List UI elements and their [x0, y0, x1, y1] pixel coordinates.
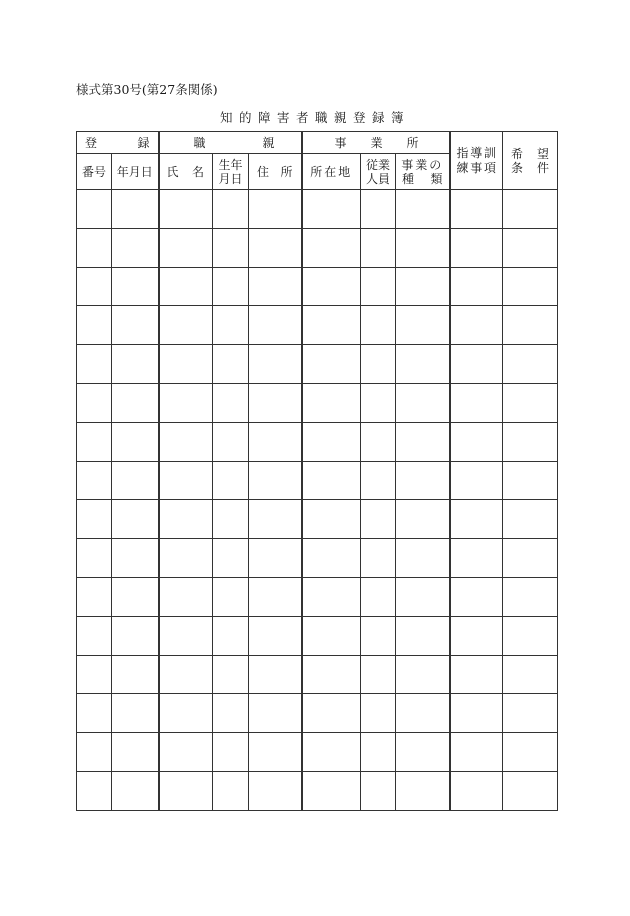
name-char-2: 名	[191, 165, 204, 179]
table-cell	[213, 306, 249, 345]
name-char-1: 氏	[166, 165, 179, 179]
table-cell	[450, 655, 503, 694]
table-cell	[112, 694, 159, 733]
table-cell	[396, 733, 450, 772]
wishes-char-2: 望	[537, 146, 550, 161]
table-cell	[213, 461, 249, 500]
guidance-label: 指導訓練事項	[456, 145, 497, 175]
table-cell	[503, 422, 558, 461]
location-label: 所在地	[310, 165, 353, 179]
table-cell	[77, 655, 112, 694]
table-cell	[112, 345, 159, 384]
table-cell	[112, 539, 159, 578]
table-cell	[302, 383, 361, 422]
employees-header	[361, 154, 396, 190]
table-cell	[249, 616, 302, 655]
table-cell	[361, 345, 396, 384]
table-cell	[159, 228, 213, 267]
address-header	[249, 154, 302, 190]
table-cell	[503, 577, 558, 616]
table-cell	[302, 345, 361, 384]
table-cell	[213, 577, 249, 616]
table-row	[77, 461, 558, 500]
table-cell	[450, 616, 503, 655]
table-cell	[213, 228, 249, 267]
table-cell	[302, 694, 361, 733]
table-row	[77, 500, 558, 539]
table-cell	[249, 577, 302, 616]
table-cell	[249, 771, 302, 810]
table-cell	[450, 771, 503, 810]
table-cell	[396, 500, 450, 539]
table-cell	[361, 733, 396, 772]
table-row	[77, 345, 558, 384]
table-cell	[213, 345, 249, 384]
table-cell	[159, 422, 213, 461]
table-cell	[77, 267, 112, 306]
table-cell	[503, 539, 558, 578]
table-cell	[450, 694, 503, 733]
table-cell	[302, 228, 361, 267]
table-cell	[159, 577, 213, 616]
table-cell	[249, 461, 302, 500]
table-cell	[396, 694, 450, 733]
table-cell	[503, 500, 558, 539]
table-cell	[302, 422, 361, 461]
table-cell	[503, 345, 558, 384]
table-cell	[503, 733, 558, 772]
table-cell	[302, 577, 361, 616]
table-cell	[396, 577, 450, 616]
table-cell	[77, 461, 112, 500]
location-header	[302, 154, 361, 190]
table-cell	[249, 694, 302, 733]
table-cell	[302, 539, 361, 578]
table-cell	[213, 422, 249, 461]
table-cell	[77, 733, 112, 772]
table-cell	[249, 539, 302, 578]
table-cell	[249, 733, 302, 772]
table-cell	[302, 500, 361, 539]
table-cell	[249, 306, 302, 345]
table-cell	[159, 306, 213, 345]
table-cell	[112, 422, 159, 461]
table-cell	[77, 190, 112, 229]
birth-char-1: 生年	[218, 157, 243, 172]
table-cell	[213, 771, 249, 810]
table-row	[77, 733, 558, 772]
table-cell	[213, 500, 249, 539]
table-cell	[159, 345, 213, 384]
table-cell	[450, 345, 503, 384]
table-cell	[159, 694, 213, 733]
registration-char-1: 登	[85, 136, 98, 150]
table-cell	[361, 422, 396, 461]
employer-char-1: 職	[193, 136, 206, 150]
table-cell	[503, 383, 558, 422]
employees-char-1: 従業	[366, 157, 391, 172]
table-cell	[361, 500, 396, 539]
table-cell	[112, 733, 159, 772]
table-cell	[396, 306, 450, 345]
table-cell	[77, 383, 112, 422]
table-cell	[503, 694, 558, 733]
page-title: 知的障害者職親登録簿	[219, 110, 410, 125]
table-cell	[302, 616, 361, 655]
table-cell	[396, 228, 450, 267]
table-cell	[302, 267, 361, 306]
guidance-header	[450, 132, 503, 190]
table-cell	[112, 655, 159, 694]
table-cell	[213, 539, 249, 578]
table-cell	[396, 190, 450, 229]
table-cell	[450, 228, 503, 267]
table-cell	[112, 383, 159, 422]
table-cell	[396, 422, 450, 461]
table-cell	[361, 228, 396, 267]
table-cell	[503, 771, 558, 810]
table-cell	[77, 306, 112, 345]
table-cell	[450, 190, 503, 229]
table-cell	[249, 267, 302, 306]
table-row	[77, 616, 558, 655]
table-cell	[77, 500, 112, 539]
table-cell	[503, 228, 558, 267]
business-group-header	[302, 132, 450, 154]
birth-date-header	[213, 154, 249, 190]
table-cell	[361, 461, 396, 500]
number-label: 番号	[81, 165, 106, 179]
table-cell	[77, 422, 112, 461]
table-cell	[450, 539, 503, 578]
table-cell	[159, 267, 213, 306]
table-cell	[396, 539, 450, 578]
table-cell	[503, 616, 558, 655]
table-cell	[503, 190, 558, 229]
table-cell	[159, 383, 213, 422]
table-cell	[396, 461, 450, 500]
table-cell	[159, 500, 213, 539]
table-cell	[159, 539, 213, 578]
table-cell	[361, 306, 396, 345]
table-cell	[450, 461, 503, 500]
table-row	[77, 422, 558, 461]
table-cell	[77, 694, 112, 733]
table-cell	[302, 655, 361, 694]
business-type-char-3: 類	[430, 171, 443, 186]
table-row	[77, 228, 558, 267]
table-row	[77, 655, 558, 694]
table-cell	[213, 733, 249, 772]
table-cell	[77, 345, 112, 384]
employees-char-2: 人員	[366, 171, 391, 186]
table-cell	[450, 577, 503, 616]
table-cell	[361, 771, 396, 810]
header-row-top	[77, 132, 558, 154]
table-cell	[503, 306, 558, 345]
table-cell	[77, 616, 112, 655]
table-cell	[396, 345, 450, 384]
table-cell	[112, 190, 159, 229]
table-cell	[213, 694, 249, 733]
table-cell	[77, 228, 112, 267]
registration-char-2: 録	[137, 136, 150, 150]
table-cell	[503, 655, 558, 694]
registry-rows	[77, 190, 558, 811]
table-row	[77, 539, 558, 578]
business-char-1: 事	[334, 136, 347, 150]
table-row	[77, 694, 558, 733]
table-cell	[213, 383, 249, 422]
wishes-header	[503, 132, 558, 190]
wishes-char-4: 件	[537, 160, 550, 175]
table-cell	[361, 267, 396, 306]
table-cell	[450, 267, 503, 306]
table-cell	[249, 422, 302, 461]
table-row	[77, 267, 558, 306]
table-cell	[77, 539, 112, 578]
table-cell	[450, 733, 503, 772]
table-cell	[159, 461, 213, 500]
table-cell	[77, 771, 112, 810]
table-cell	[302, 771, 361, 810]
table-cell	[112, 500, 159, 539]
wishes-char-1: 希	[511, 146, 524, 161]
table-cell	[112, 267, 159, 306]
business-type-char-1: 事業の	[401, 157, 444, 172]
wishes-char-3: 条	[511, 160, 524, 175]
table-cell	[112, 577, 159, 616]
employer-char-2: 親	[262, 136, 275, 150]
birth-char-2: 月日	[218, 171, 243, 186]
table-cell	[450, 383, 503, 422]
business-type-char-2: 種	[402, 171, 415, 186]
table-cell	[450, 306, 503, 345]
table-cell	[302, 733, 361, 772]
table-cell	[213, 267, 249, 306]
table-cell	[77, 577, 112, 616]
table-cell	[213, 190, 249, 229]
table-row	[77, 383, 558, 422]
form-number-label: 様式第30号(第27条関係)	[76, 82, 218, 97]
table-row	[77, 306, 558, 345]
table-cell	[159, 771, 213, 810]
table-cell	[112, 771, 159, 810]
business-char-2: 業	[370, 136, 383, 150]
table-cell	[249, 190, 302, 229]
table-cell	[361, 383, 396, 422]
table-cell	[361, 577, 396, 616]
table-cell	[112, 228, 159, 267]
table-cell	[361, 616, 396, 655]
employer-group-header	[159, 132, 302, 154]
table-cell	[396, 383, 450, 422]
address-char-2: 所	[280, 165, 293, 179]
table-cell	[361, 539, 396, 578]
table-cell	[396, 771, 450, 810]
registry-table	[76, 131, 558, 811]
reg-date-label: 年月日	[116, 165, 153, 179]
table-cell	[361, 190, 396, 229]
table-cell	[159, 733, 213, 772]
table-row	[77, 577, 558, 616]
table-cell	[503, 461, 558, 500]
table-cell	[249, 228, 302, 267]
table-cell	[302, 190, 361, 229]
table-cell	[450, 422, 503, 461]
table-cell	[503, 267, 558, 306]
table-cell	[213, 655, 249, 694]
address-char-1: 住	[257, 165, 270, 179]
table-cell	[450, 500, 503, 539]
table-cell	[112, 306, 159, 345]
table-cell	[249, 655, 302, 694]
table-cell	[302, 461, 361, 500]
table-cell	[396, 267, 450, 306]
name-header	[159, 154, 213, 190]
reg-date-header	[112, 154, 159, 190]
table-cell	[361, 694, 396, 733]
table-cell	[112, 616, 159, 655]
table-cell	[396, 616, 450, 655]
number-header	[77, 154, 112, 190]
table-cell	[159, 655, 213, 694]
table-cell	[249, 345, 302, 384]
table-cell	[249, 383, 302, 422]
table-cell	[112, 461, 159, 500]
business-type-header	[396, 154, 450, 190]
table-cell	[302, 306, 361, 345]
table-cell	[361, 655, 396, 694]
registration-group-header	[77, 132, 159, 154]
table-cell	[159, 616, 213, 655]
table-row	[77, 190, 558, 229]
table-cell	[213, 616, 249, 655]
table-cell	[396, 655, 450, 694]
table-cell	[249, 500, 302, 539]
business-char-3: 所	[406, 136, 419, 150]
table-cell	[159, 190, 213, 229]
table-row	[77, 771, 558, 810]
